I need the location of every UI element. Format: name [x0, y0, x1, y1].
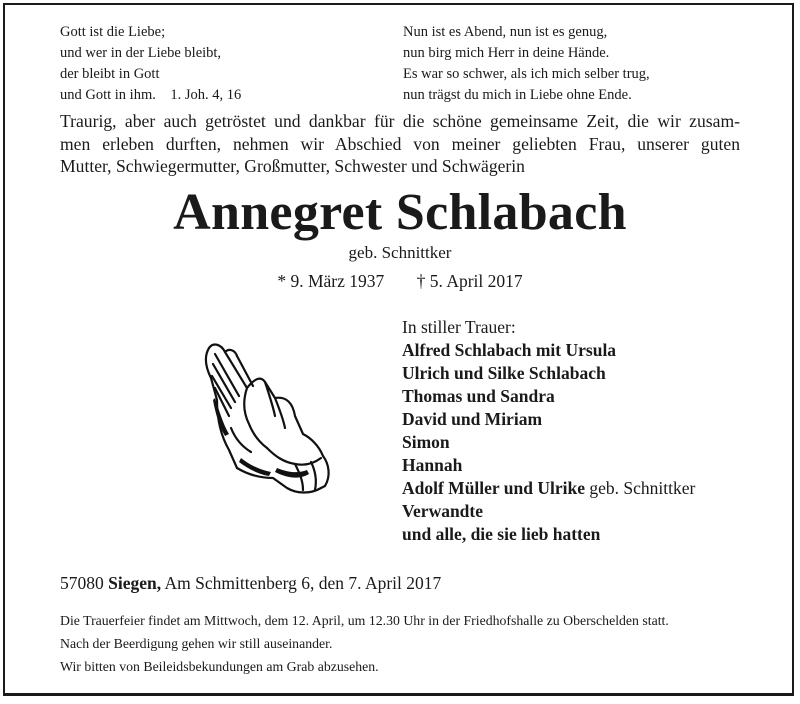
- mourner-name: Alfred Schlabach mit Ursula: [402, 340, 617, 360]
- mourner-name: und alle, die sie lieb hatten: [402, 524, 601, 544]
- verse-right-line: nun trägst du mich in Liebe ohne Ende.: [403, 87, 632, 103]
- intro-line: Traurig, aber auch getröstet und dankbar für die schöne gemeinsame Zeit, die wir zusam-: [60, 111, 740, 131]
- mourner-suffix: geb. Schnittker: [584, 478, 696, 498]
- mourner: [402, 500, 695, 523]
- verse-right-line: Nun ist es Abend, nun ist es genug,: [403, 24, 608, 40]
- maiden-name: geb. Schnittker: [348, 243, 452, 262]
- mourner-name: Simon: [402, 432, 450, 452]
- verse-right-line: nun birg mich Herr in deine Hände.: [403, 45, 610, 61]
- address-line: [60, 573, 441, 594]
- mourner: [402, 339, 695, 362]
- life-dates: [0, 271, 800, 292]
- mourner-name: Thomas und Sandra: [402, 386, 555, 406]
- verse-left-line: und Gott in ihm. 1. Joh. 4, 16: [60, 87, 242, 103]
- mourner: [402, 454, 695, 477]
- note-line: Nach der Beerdigung gehen wir still auseinander.: [60, 636, 333, 651]
- mourners-list: [402, 316, 695, 546]
- zip-code: 57080: [60, 573, 104, 593]
- mourner: [402, 523, 695, 546]
- mourner: [402, 362, 695, 385]
- verse-left-line: und wer in der Liebe bleibt,: [60, 45, 222, 61]
- verse-left-line: der bleibt in Gott: [60, 66, 160, 82]
- mourner: [402, 408, 695, 431]
- note-line: Die Trauerfeier findet am Mittwoch, dem 12. April, um 12.30 Uhr in der Friedhofshalle zu Oberschelden statt.: [60, 613, 669, 628]
- intro-line: men erleben durften, nehmen wir Abschied von meiner geliebten Frau, unserer guten: [60, 133, 740, 154]
- birth-date: * 9. März 1937: [277, 271, 385, 291]
- mourners-heading: In stiller Trauer:: [402, 317, 516, 337]
- funeral-notes: [60, 609, 669, 678]
- city: Siegen,: [108, 573, 162, 593]
- verse-right-line: Es war so schwer, als ich mich selber trug,: [403, 66, 650, 82]
- death-date: † 5. April 2017: [416, 271, 523, 291]
- verse-left-line: Gott ist die Liebe;: [60, 24, 166, 40]
- intro-line: Mutter, Schwiegermutter, Großmutter, Schwester und Schwägerin: [60, 156, 525, 176]
- street-date: Am Schmittenberg 6, den 7. April 2017: [164, 573, 442, 593]
- mourner-name: David und Miriam: [402, 409, 543, 429]
- mourner-name: Adolf Müller und Ulrike: [402, 478, 585, 498]
- mourner: [402, 477, 695, 500]
- verse-left: [60, 22, 241, 106]
- deceased-name: Annegret Schlabach: [173, 184, 627, 241]
- praying-hands-icon: [195, 338, 343, 500]
- mourner-name: Verwandte: [402, 501, 484, 521]
- intro-text: [60, 110, 740, 178]
- mourner-name: Hannah: [402, 455, 463, 475]
- mourner: [402, 385, 695, 408]
- mourner: [402, 431, 695, 454]
- verse-right: [403, 22, 650, 106]
- mourner-name: Ulrich und Silke Schlabach: [402, 363, 606, 383]
- note-line: Wir bitten von Beileidsbekundungen am Grab abzusehen.: [60, 659, 379, 674]
